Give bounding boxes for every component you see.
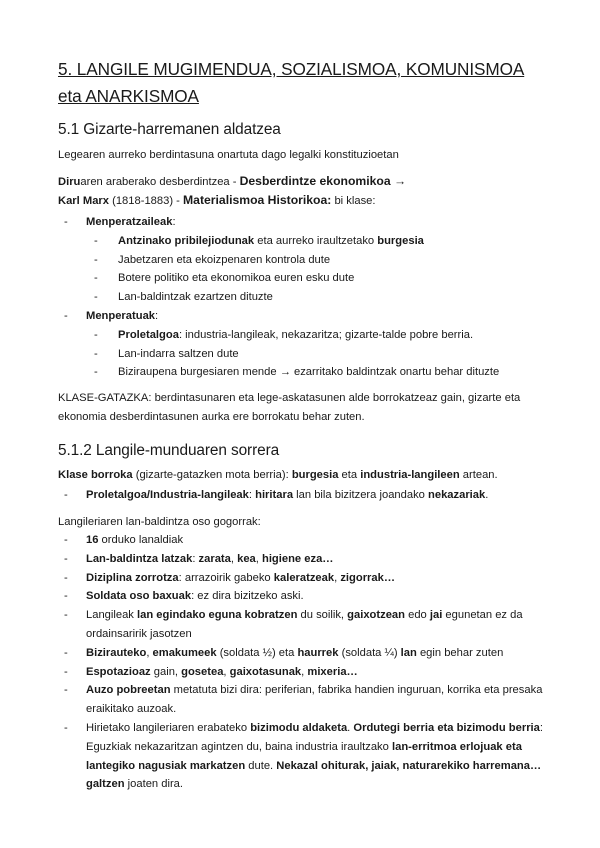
text: (soldata ¼) — [338, 646, 401, 659]
text: egunetan ez da ordainsaririk jasotzen — [86, 609, 523, 640]
text: du soilik, — [297, 609, 348, 622]
term: bizimodu aldaketa — [250, 721, 348, 734]
text: (soldata ½) eta — [216, 646, 298, 659]
term: gosetea — [181, 665, 224, 678]
term: zarata — [198, 552, 231, 565]
text: Hirietako langileriaren erabateko — [86, 721, 251, 734]
list-item — [58, 644, 548, 663]
term: kea — [237, 552, 256, 565]
text: lan bila bizitzera joandako — [293, 489, 429, 501]
text: : — [248, 489, 256, 501]
text: aren araberako desberdintzea - — [80, 176, 240, 188]
text: : Eguzkiak nekazaritzan agintzen du, baina industria iraultzako — [86, 721, 543, 753]
term: Proletalgoa/Industria-langileak — [86, 489, 249, 501]
list-item: - Jabetzaren eta ekoizpenaren kontrola dute — [58, 251, 548, 270]
term: gaixotasunak — [229, 665, 302, 678]
text: (1818-1883) - — [109, 195, 184, 207]
list-item — [58, 232, 548, 251]
conditions-block — [58, 513, 548, 531]
term: Ordutegi berria eta bizimodu berria — [353, 721, 540, 734]
term: Antzinako pribilejiodunak — [118, 234, 255, 247]
list-item — [58, 531, 548, 550]
text: . — [347, 721, 354, 734]
term: Diziplina zorrotza — [86, 571, 179, 584]
term: industria-langileen — [360, 469, 460, 481]
list-item — [58, 681, 548, 719]
term: Espotazioaz — [86, 665, 151, 678]
document-title: 5. LANGILE MUGIMENDUA, SOZIALISMOA, KOMUNISMOA eta ANARKISMOA — [58, 59, 525, 106]
list-item — [58, 326, 548, 345]
text: , — [255, 552, 262, 565]
list-item — [58, 587, 548, 606]
term: nekazariak — [428, 489, 486, 501]
list-item — [58, 569, 548, 588]
term: mixeria… — [307, 665, 358, 678]
text: : ez dira bizitzeko aski. — [191, 590, 304, 603]
term: Proletalgoa — [118, 328, 179, 341]
term: 16 — [86, 534, 99, 546]
section-5-1-body — [58, 146, 548, 164]
term: Menperatzaileak — [86, 216, 173, 228]
text: , — [334, 571, 341, 584]
section-heading-5-1-2: 5.1.2 Langile-munduaren sorrera — [58, 442, 280, 459]
term: gaixotzean — [347, 609, 405, 622]
text: : — [172, 216, 176, 228]
list-item-proletalgoa — [58, 486, 548, 505]
classes-list — [58, 213, 548, 382]
text: , — [146, 646, 153, 659]
list-item: - Botere politiko eta ekonomikoa euren esku dute — [58, 269, 548, 288]
conditions-intro: Langileriaren lan-baldintza oso gogorrak: — [58, 516, 261, 528]
section-5-1-2-body — [58, 466, 548, 505]
klase-borroka-paragraph — [58, 466, 548, 484]
term: burgesia — [377, 234, 424, 247]
term: Lan-baldintza latzak — [86, 552, 193, 565]
text: , — [301, 665, 308, 678]
term-desberdintze: Desberdintze ekonomikoa → — [239, 174, 407, 188]
paragraph — [58, 389, 548, 427]
conditions-list — [58, 531, 548, 794]
list-item — [58, 719, 548, 794]
list-item: - Biziraupena burgesiaren mende → ezarritako baldintzak onartu behar dituzte — [58, 363, 548, 382]
list-item-menperatuak — [58, 307, 548, 326]
text: bi klase: — [331, 195, 376, 207]
term: Menperatuak — [86, 309, 156, 322]
text: edo — [404, 609, 430, 622]
paragraph-line-2 — [58, 191, 548, 210]
term-materialismoa: Materialismoa Historikoa: — [183, 193, 332, 207]
term: higiene eza… — [261, 552, 334, 565]
marx-paragraph — [58, 172, 548, 210]
text: Langileak — [86, 609, 138, 622]
term-karl-marx: Karl Marx — [58, 195, 109, 207]
term: lan egindako eguna kobratzen — [137, 609, 298, 622]
klase-gatazka-paragraph — [58, 389, 548, 427]
text: , — [223, 665, 230, 678]
text: gain, — [150, 665, 182, 678]
text: : arrazoirik gabeko — [178, 571, 274, 584]
term: jai — [429, 609, 443, 622]
list-item: - Lan-baldintzak ezartzen dituzte — [58, 288, 548, 307]
text: egin behar zuten — [416, 646, 504, 659]
list-item: - Lan-indarra saltzen dute — [58, 345, 548, 364]
text: metatuta bizi dira: periferian, fabrika handien inguruan, korrika eta presaka eraikitako auzoak. — [86, 684, 543, 716]
list-item-menperatzaileak — [58, 213, 548, 232]
term: Auzo pobreetan — [86, 684, 171, 697]
text: orduko lanaldiak — [98, 534, 184, 546]
paragraph-line-1 — [58, 172, 548, 191]
term: lan-erritmoa erlojuak eta lantegiko nagusiak markatzen — [86, 740, 522, 772]
intro-paragraph: Legearen aurreko berdintasuna onartuta dago legalki konstituzioetan — [58, 149, 399, 161]
term: zigorrak… — [340, 571, 396, 584]
text: eta — [338, 469, 361, 481]
list-item — [58, 663, 548, 682]
term: haurrek — [297, 646, 339, 659]
term: KLASE-GATAZKA — [58, 392, 149, 404]
term: burgesia — [291, 469, 339, 481]
text: : industria-langileak, nekazaritza; gizarte-talde pobre berria. — [178, 328, 474, 341]
text: dute. — [245, 759, 277, 772]
text: (gizarte-gatazken mota berria): — [132, 469, 292, 481]
term-diru: Diru — [58, 176, 81, 188]
text: joaten dira. — [124, 778, 184, 791]
term: Soldata oso baxuak — [86, 590, 192, 603]
term: Klase borroka — [58, 469, 133, 481]
text: : — [192, 552, 199, 565]
term: Nekazal ohiturak, jaiak, naturarekiko harremana… galtzen — [86, 759, 542, 791]
list-item — [58, 550, 548, 569]
section-heading-5-1: 5.1 Gizarte-harremanen aldatzea — [58, 121, 281, 138]
term: emakumeek — [152, 646, 217, 659]
text: : berdintasunaren eta lege-askatasunen alde borrokatzeaz gain, gizarte eta ekonomia desberdintasunen aurka ere borrokatu behar zuten. — [58, 392, 521, 423]
text: . — [485, 489, 489, 501]
term: kaleratzeak — [273, 571, 335, 584]
list-item — [58, 606, 548, 644]
term: Bizirauteko — [86, 646, 147, 659]
text: eta aurreko iraultzetako — [254, 234, 378, 247]
text: : — [155, 309, 159, 322]
term: hiritara — [255, 489, 294, 501]
text: , — [230, 552, 238, 565]
term: lan — [400, 646, 417, 659]
text: artean. — [459, 469, 498, 481]
